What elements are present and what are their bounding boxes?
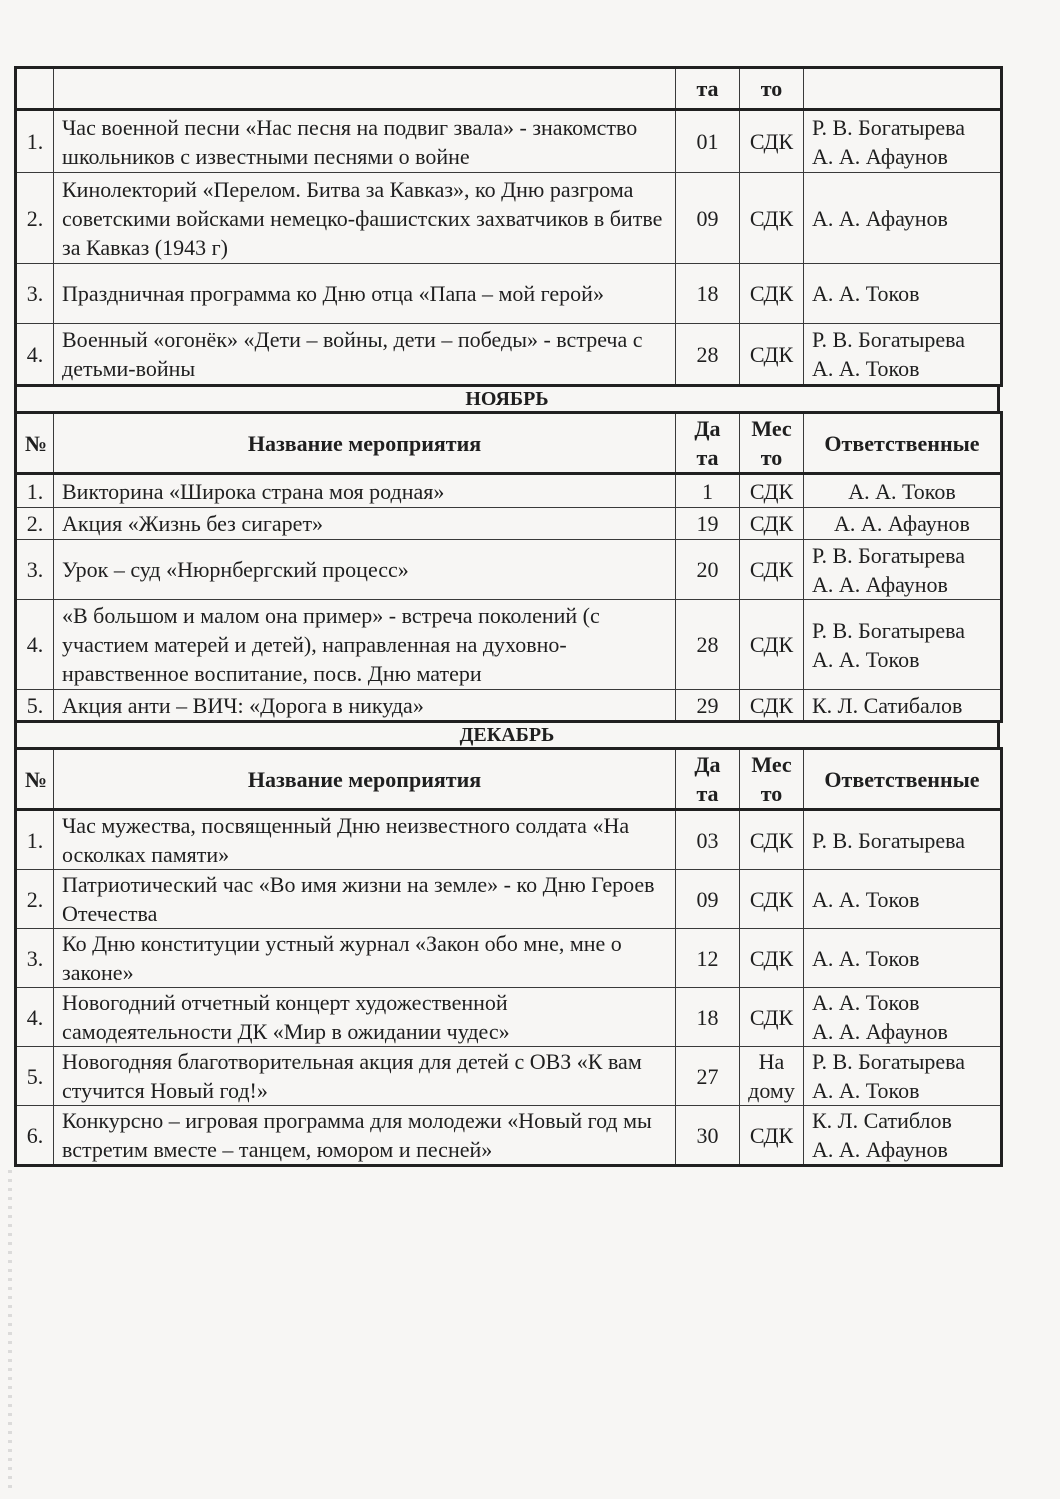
event-name: Патриотический час «Во имя жизни на земле» - ко Дню Героев Отечества [54,870,676,929]
event-responsible [804,508,1002,540]
month-heading-november: НОЯБРЬ [14,387,1000,411]
event-name: Викторина «Широка страна моя родная» [54,474,676,508]
event-place: СДК [740,810,804,870]
row-number: 2. [16,508,54,540]
responsible-person: А. А. Токов [812,646,920,672]
event-date: 12 [676,929,740,988]
row-number: 1. [16,474,54,508]
event-place: СДК [740,929,804,988]
event-responsible [804,264,1002,324]
responsible-person: А. А. Токов [812,886,920,912]
event-responsible [804,110,1002,173]
header-no-cell [16,68,54,110]
november-table [14,411,1003,723]
row-number: 3. [16,929,54,988]
event-name: Час военной песни «Нас песня на подвиг звала» - знакомство школьников с известными песнями о войне [54,110,676,173]
scan-edge-marks [8,1170,12,1490]
table-row [16,110,1002,173]
responsible-person: А. А. Токов [848,478,956,504]
row-number: 1. [16,810,54,870]
table-row [16,1047,1002,1106]
header-place: Мес то [740,749,804,810]
table-row [16,508,1002,540]
event-date: 1 [676,474,740,508]
table-row [16,600,1002,690]
row-number: 5. [16,690,54,722]
event-name: «В большом и малом она пример» - встреча поколений (с участием матерей и детей), направленная на духовно-нравственное воспитание, посв. Дню матери [54,600,676,690]
event-responsible [804,988,1002,1047]
event-responsible [804,173,1002,264]
responsible-person: А. А. Токов [812,990,920,1015]
responsible-person: Р. В. Богатырева [812,1049,966,1074]
event-date: 28 [676,324,740,386]
event-name: Час мужества, посвященный Дню неизвестного солдата «На осколках памяти» [54,810,676,870]
row-number: 3. [16,540,54,600]
event-name: Урок – суд «Нюрнбергский процесс» [54,540,676,600]
responsible-person: А. А. Токов [812,356,920,381]
responsible-person: А. А. Афаунов [812,1019,948,1044]
responsible-person: А. А. Афаунов [812,143,948,169]
header-responsible: Ответственные [804,749,1002,810]
row-number: 4. [16,600,54,690]
event-place: СДК [740,870,804,929]
event-name: Конкурсно – игровая программа для молодежи «Новый год мы встретим вместе – танцем, юмором и песней» [54,1106,676,1166]
header-place: Мес то [740,413,804,474]
document-page [14,66,1000,1167]
event-responsible [804,929,1002,988]
header-date: Да та [676,749,740,810]
table-header-row [16,749,1002,810]
table-header-row [16,68,1002,110]
responsible-person: А. А. Афаунов [834,511,970,536]
table-row [16,540,1002,600]
event-name: Акция «Жизнь без сигарет» [54,508,676,540]
table-row [16,810,1002,870]
event-date: 09 [676,870,740,929]
row-number: 3. [16,264,54,324]
responsible-person: Р. В. Богатырева [812,542,966,568]
row-number: 4. [16,988,54,1047]
event-responsible [804,1106,1002,1166]
responsible-person: А. А. Токов [812,945,920,971]
header-date-cell: та [676,68,740,110]
responsible-person: Р. В. Богатырева [812,114,966,140]
responsible-person: А. А. Афаунов [812,571,948,597]
month-heading-december: ДЕКАБРЬ [14,723,1000,747]
event-responsible [804,1047,1002,1106]
event-date: 18 [676,988,740,1047]
event-date: 30 [676,1106,740,1166]
event-name: Кинолекторий «Перелом. Битва за Кавказ», ко Дню разгрома советскими войсками немецко-фашистских захватчиков в битве за Кавказ (1943 г) [54,173,676,264]
responsible-person: А. А. Афаунов [812,1137,948,1162]
header-no: № [16,413,54,474]
table-row [16,173,1002,264]
responsible-person: К. Л. Сатиблов [812,1108,952,1133]
event-place: СДК [740,1106,804,1166]
table-row [16,870,1002,929]
event-name: Новогодняя благотворительная акция для детей с ОВЗ «К вам стучится Новый год!» [54,1047,676,1106]
row-number: 5. [16,1047,54,1106]
event-name: Новогодний отчетный концерт художественной самодеятельности ДК «Мир в ожидании чудес» [54,988,676,1047]
row-number: 2. [16,173,54,264]
event-place: СДК [740,173,804,264]
responsible-person: А. А. Афаунов [812,205,948,231]
event-place: СДК [740,988,804,1047]
responsible-person: Р. В. Богатырева [812,327,966,352]
event-place: СДК [740,264,804,324]
row-number: 2. [16,870,54,929]
responsible-person: А. А. Токов [812,281,920,306]
row-number: 6. [16,1106,54,1166]
event-responsible [804,324,1002,386]
event-responsible [804,810,1002,870]
event-place: СДК [740,690,804,722]
event-place: СДК [740,600,804,690]
header-name: Название мероприятия [54,749,676,810]
responsible-person: Р. В. Богатырева [812,617,966,643]
event-date: 03 [676,810,740,870]
header-name-cell [54,68,676,110]
event-responsible [804,474,1002,508]
event-place: На дому [740,1047,804,1106]
table-row [16,324,1002,386]
event-responsible [804,540,1002,600]
event-place: СДК [740,324,804,386]
event-name: Праздничная программа ко Дню отца «Папа – мой герой» [54,264,676,324]
header-resp-cell [804,68,1002,110]
table-row [16,264,1002,324]
event-date: 09 [676,173,740,264]
header-no: № [16,749,54,810]
row-number: 4. [16,324,54,386]
event-date: 29 [676,690,740,722]
event-responsible [804,870,1002,929]
event-date: 01 [676,110,740,173]
header-date: Да та [676,413,740,474]
header-responsible: Ответственные [804,413,1002,474]
event-date: 18 [676,264,740,324]
event-responsible [804,690,1002,722]
event-date: 20 [676,540,740,600]
event-place: СДК [740,474,804,508]
table-row [16,690,1002,722]
event-name: Ко Дню конституции устный журнал «Закон обо мне, мне о законе» [54,929,676,988]
event-name: Военный «огонёк» «Дети – войны, дети – победы» - встреча с детьми-войны [54,324,676,386]
header-name: Название мероприятия [54,413,676,474]
event-name: Акция анти – ВИЧ: «Дорога в никуда» [54,690,676,722]
responsible-person: А. А. Токов [812,1078,920,1103]
event-date: 19 [676,508,740,540]
table-row [16,474,1002,508]
event-date: 27 [676,1047,740,1106]
responsible-person: К. Л. Сатибалов [812,692,963,718]
event-place: СДК [740,540,804,600]
december-table [14,747,1003,1167]
october-table [14,66,1003,387]
table-row [16,988,1002,1047]
event-place: СДК [740,110,804,173]
row-number: 1. [16,110,54,173]
table-row [16,929,1002,988]
table-row [16,1106,1002,1166]
responsible-person: Р. В. Богатырева [812,827,966,853]
event-date: 28 [676,600,740,690]
header-place-cell: то [740,68,804,110]
table-header-row [16,413,1002,474]
event-responsible [804,600,1002,690]
event-place: СДК [740,508,804,540]
